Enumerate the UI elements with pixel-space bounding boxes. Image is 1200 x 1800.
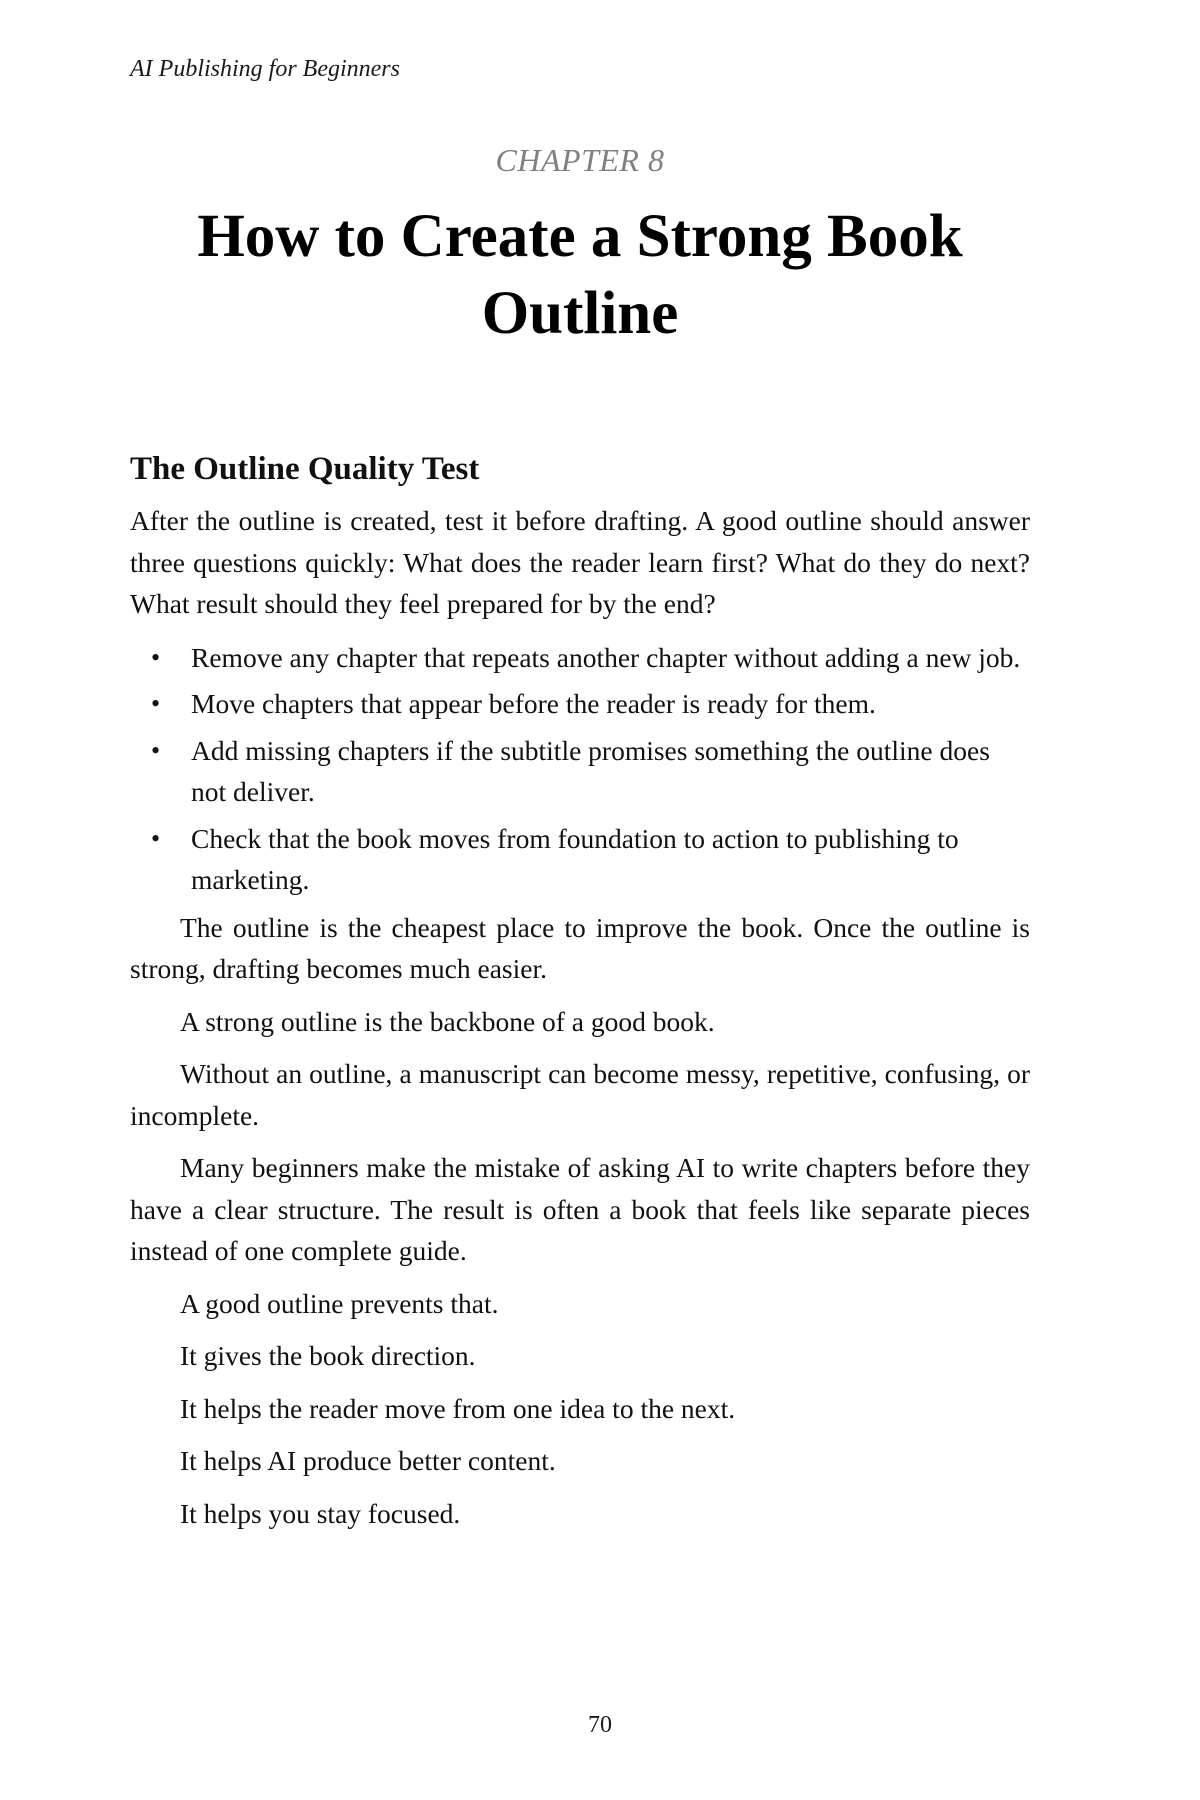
bullet-icon: • <box>151 689 161 718</box>
intro-paragraph: After the outline is created, test it before drafting. A good outline should answer three questions quickly: What does the reader learn first? What do they do next? What result should they feel prepared for by the end? <box>130 505 1030 619</box>
list-item-text: Check that the book moves from foundation to action to publishing to marketing. <box>191 822 959 895</box>
body-paragraph: It helps you stay focused. <box>180 1497 461 1529</box>
chapter-label: CHAPTER 8 <box>495 142 665 178</box>
running-header: AI Publishing for Beginners <box>130 56 400 82</box>
page-number: 70 <box>588 1712 612 1738</box>
list-item <box>130 730 1030 813</box>
body-paragraph: A good outline prevents that. <box>180 1287 499 1319</box>
bullet-list <box>130 637 1030 901</box>
list-item <box>130 637 1030 679</box>
body-paragraph: Without an outline, a manuscript can become messy, repetitive, confusing, or incomplete. <box>130 1058 1030 1131</box>
bullet-icon: • <box>151 642 161 672</box>
chapter-title: How to Create a Strong Book Outline <box>197 203 963 347</box>
list-item-text: Add missing chapters if the subtitle promises something the outline does not deliver. <box>191 734 990 807</box>
list-item <box>130 683 1030 725</box>
list-item-text: Move chapters that appear before the reader is ready for them. <box>191 688 876 719</box>
body-paragraph: Many beginners make the mistake of asking AI to write chapters before they have a clear structure. The result is often a book that feels like separate pieces instead of one complete guide. <box>130 1152 1030 1266</box>
body-paragraph: The outline is the cheapest place to improve the book. Once the outline is strong, drafting becomes much easier. <box>130 911 1030 984</box>
list-item-text: Remove any chapter that repeats another chapter without adding a new job. <box>191 641 1021 673</box>
body-paragraph: A strong outline is the backbone of a good book. <box>180 1005 715 1037</box>
body-paragraph: It gives the book direction. <box>180 1340 476 1371</box>
bullet-icon: • <box>151 735 161 765</box>
section-heading: The Outline Quality Test <box>130 451 480 487</box>
bullet-icon: • <box>151 823 161 853</box>
body-content <box>130 448 1030 1545</box>
list-item <box>130 818 1030 901</box>
body-paragraph: It helps AI produce better content. <box>180 1445 556 1476</box>
body-paragraph: It helps the reader move from one idea to the next. <box>180 1392 736 1424</box>
